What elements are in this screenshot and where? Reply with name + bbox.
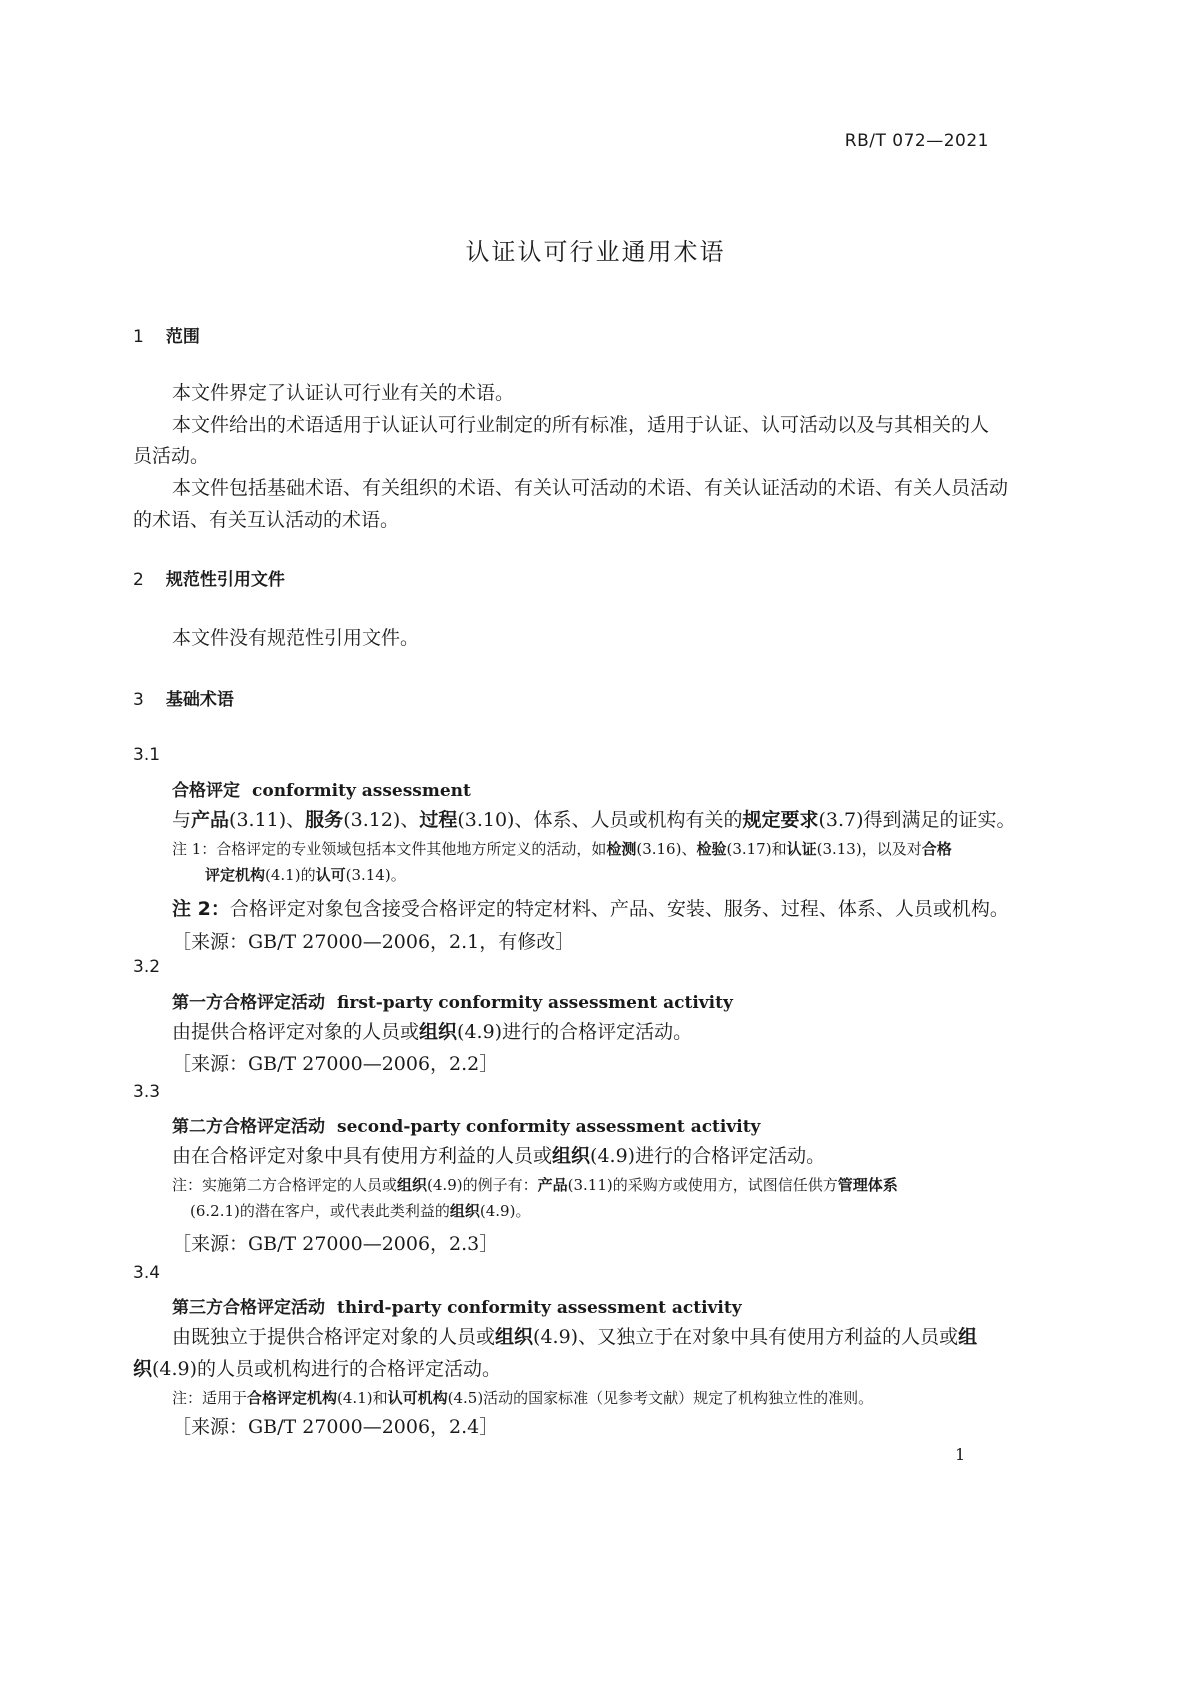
term-definition: 由在合格评定对象中具有使用方利益的人员或组织(4.9)进行的合格评定活动。: [172, 1145, 826, 1167]
term-definition: 由既独立于提供合格评定对象的人员或组织(4.9)、又独立于在对象中具有使用方利益的人员或组: [172, 1326, 978, 1348]
term-reference: 合格: [921, 840, 952, 858]
term-note: 注：适用于合格评定机构(4.1)和认可机构(4.5)活动的国家标准（见参考文献）规定了机构独立性的准则。: [172, 1389, 874, 1407]
term-reference: 检测: [606, 840, 637, 858]
term-name: [172, 1293, 742, 1318]
term-reference: 认可: [315, 866, 346, 884]
term-definition: 与产品(3.11)、服务(3.12)、过程(3.10)、体系、人员或机构有关的规定要求(3.7)得到满足的证实。: [172, 809, 1016, 831]
term-reference: 检验: [696, 840, 727, 858]
term-en: first-party conformity assessment activity: [337, 993, 733, 1013]
term-zh: 第二方合格评定活动: [172, 1117, 325, 1137]
term-number: 3.1: [133, 745, 161, 765]
term-en: second-party conformity assessment activity: [337, 1117, 761, 1137]
term-name: [172, 776, 471, 801]
paragraph: 本文件界定了认证认可行业有关的术语。: [172, 382, 515, 404]
term-number: 3.3: [133, 1082, 161, 1102]
term-reference: 组: [958, 1326, 978, 1348]
term-reference: 组织: [397, 1176, 428, 1194]
term-reference: 织: [133, 1358, 153, 1380]
term-reference: 服务: [305, 809, 344, 831]
term-reference: 组织: [495, 1326, 534, 1348]
paragraph-continuation: 的术语、有关互认活动的术语。: [133, 509, 400, 531]
term-note: 注 1：合格评定的专业领域包括本文件其他地方所定义的活动，如检测(3.16)、检验(3.17)和认证(3.13)，以及对合格: [172, 840, 952, 858]
term-number: 3.2: [133, 957, 161, 977]
term-zh: 第三方合格评定活动: [172, 1298, 325, 1318]
term-name: [172, 1112, 760, 1137]
section-number: 3: [133, 690, 144, 710]
term-en: conformity assessment: [252, 781, 471, 801]
term-reference: 产品: [191, 809, 230, 831]
term-reference: 合格评定机构: [247, 1389, 338, 1407]
term-zh: 第一方合格评定活动: [172, 993, 325, 1013]
term-note-continuation: 评定机构(4.1)的认可(3.14)。: [205, 866, 406, 884]
term-number: 3.4: [133, 1263, 161, 1283]
term-definition-continuation: 织(4.9)的人员或机构进行的合格评定活动。: [133, 1358, 502, 1380]
term-reference: 评定机构: [205, 866, 266, 884]
term-reference: 认证: [786, 840, 817, 858]
page-number: 1: [955, 1445, 966, 1464]
term-note-continuation: (6.2.1)的潜在客户，或代表此类利益的组织(4.9)。: [190, 1202, 531, 1220]
section-title: 规范性引用文件: [165, 570, 285, 590]
term-reference: 过程: [419, 809, 458, 831]
section-number: 2: [133, 570, 144, 590]
term-source: ［来源：GB/T 27000—2006，2.2］: [172, 1053, 499, 1075]
term-reference: 规定要求: [742, 809, 819, 831]
term-source: ［来源：GB/T 27000—2006，2.4］: [172, 1416, 499, 1438]
term-reference: 组织: [552, 1145, 591, 1167]
term-note: 注 2：合格评定对象包含接受合格评定的特定材料、产品、安装、服务、过程、体系、人员或机构。: [172, 898, 1009, 920]
term-zh: 合格评定: [172, 781, 240, 801]
term-reference: 管理体系: [837, 1176, 898, 1194]
section-number: 1: [133, 327, 144, 347]
section-3-heading: [133, 685, 234, 710]
term-reference: 认可机构: [387, 1389, 448, 1407]
term-name: [172, 988, 733, 1013]
term-en: third-party conformity assessment activity: [337, 1298, 742, 1318]
section-2-heading: [133, 565, 285, 590]
term-definition: 由提供合格评定对象的人员或组织(4.9)进行的合格评定活动。: [172, 1021, 693, 1043]
section-title: 范围: [165, 327, 200, 347]
term-source: ［来源：GB/T 27000—2006，2.1，有修改］: [172, 931, 575, 953]
page-title: 认证认可行业通用术语: [465, 238, 726, 266]
term-note: 注：实施第二方合格评定的人员或组织(4.9)的例子有：产品(3.11)的采购方或使用方，试图信任供方管理体系: [172, 1176, 898, 1194]
paragraph: 本文件没有规范性引用文件。: [172, 627, 420, 649]
paragraph: 本文件包括基础术语、有关组织的术语、有关认可活动的术语、有关认证活动的术语、有关人员活动: [172, 477, 1009, 499]
paragraph-continuation: 员活动。: [133, 445, 210, 467]
term-reference: 组织: [419, 1021, 458, 1043]
term-source: ［来源：GB/T 27000—2006，2.3］: [172, 1233, 499, 1255]
section-1-heading: [133, 322, 200, 347]
term-reference: 产品: [537, 1176, 568, 1194]
section-title: 基础术语: [165, 690, 234, 710]
term-reference: 组织: [449, 1202, 480, 1220]
document-code: RB/T 072—2021: [844, 131, 989, 151]
paragraph: 本文件给出的术语适用于认证认可行业制定的所有标准，适用于认证、认可活动以及与其相关的人: [172, 414, 990, 436]
